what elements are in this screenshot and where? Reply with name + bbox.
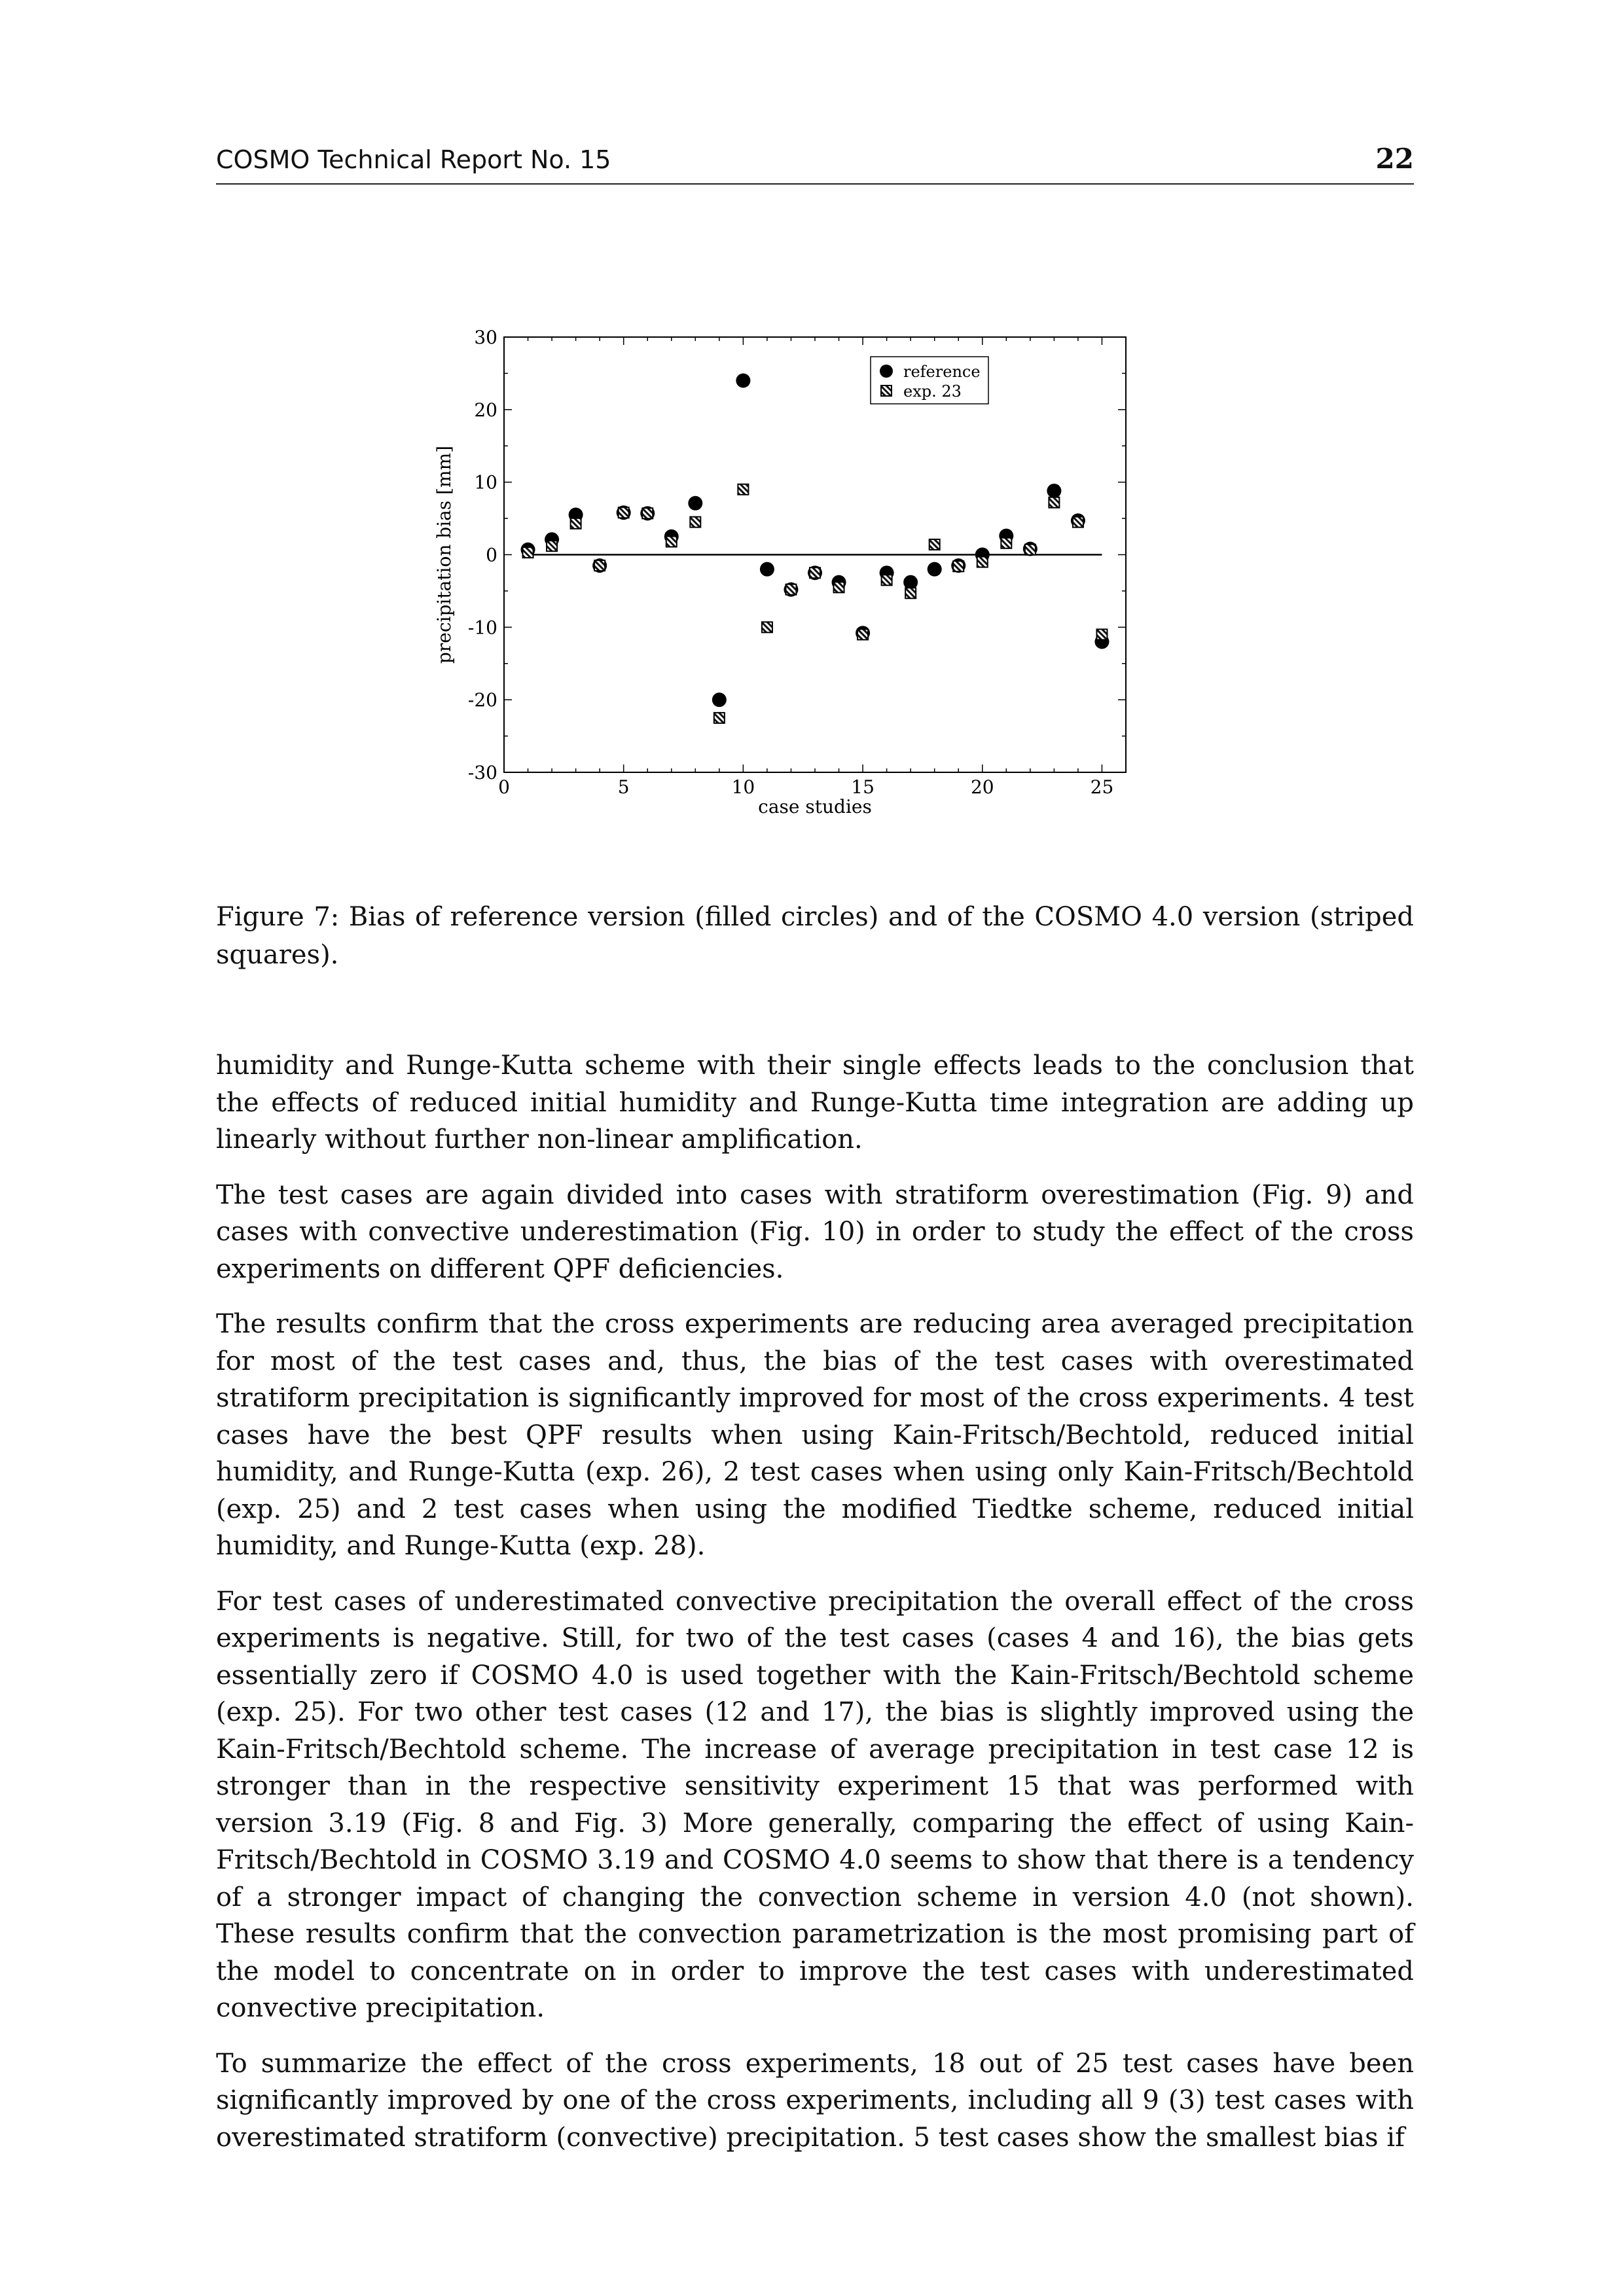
data-point-exp23: [619, 507, 629, 518]
legend-marker-exp23: [881, 386, 892, 396]
paragraph: To summarize the effect of the cross experiments, 18 out of 25 test cases have been significantly improved by one of the cross experiments, including all 9 (3) test cases with overestimated stratiform (convective) precipitation. 5 test cases show the smallest bias if: [216, 2048, 1414, 2153]
page-number: 22: [1375, 143, 1414, 175]
data-point-exp23: [666, 537, 677, 547]
data-point-exp23: [977, 557, 988, 567]
x-tick-label: 5: [617, 776, 630, 798]
data-point-reference: [928, 562, 942, 577]
x-tick-label: 25: [1090, 776, 1114, 798]
data-point-exp23: [690, 517, 700, 528]
data-point-exp23: [810, 567, 820, 578]
data-point-reference: [736, 374, 750, 388]
data-point-exp23: [1049, 497, 1059, 508]
data-point-reference: [760, 562, 774, 577]
y-tick-label: -30: [467, 762, 497, 783]
x-tick-label: 20: [970, 776, 994, 798]
figure-caption: Figure 7: Bias of reference version (filled circles) and of the COSMO 4.0 version (striped squares).: [216, 902, 1414, 970]
data-point-exp23: [594, 560, 605, 571]
x-axis-label: case studies: [758, 796, 872, 817]
data-point-reference: [712, 692, 727, 707]
data-point-exp23: [1001, 538, 1011, 548]
legend-label-reference: reference: [903, 363, 981, 381]
data-point-exp23: [523, 547, 533, 558]
y-tick-label: -10: [467, 617, 497, 639]
data-point-exp23: [642, 508, 653, 518]
data-point-exp23: [714, 713, 725, 723]
paragraph: The test cases are again divided into cases with stratiform overestimation (Fig. 9) and cases with convective underestimation (Fig. 10) in order to study the effect of the cross experiments on different QPF deficiencies.: [216, 1179, 1414, 1284]
y-tick-label: 0: [486, 544, 497, 566]
y-tick-label: 20: [474, 399, 497, 421]
bias-scatter-chart: [419, 314, 1165, 838]
data-point-exp23: [882, 575, 892, 585]
data-point-exp23: [762, 622, 772, 632]
x-tick-label: 0: [498, 776, 510, 798]
paragraph: The results confirm that the cross experiments are reducing area averaged precipitation for most of the test cases and, thus, the bias of the test cases with overestimated stratiform precipitation is significantly improved for most of the cross experiments. 4 test cases have the best QPF results when using Kain-Fritsch/Bechtold, reduced initial humidity, and Runge-Kutta (exp. 26), 2 test cases when using only Kain-Fritsch/Bechtold (exp. 25) and 2 test cases when using the modified Tiedtke scheme, reduced initial humidity, and Runge-Kutta (exp. 28).: [216, 1309, 1414, 1561]
x-tick-label: 15: [851, 776, 875, 798]
data-point-exp23: [929, 539, 940, 550]
data-point-exp23: [1025, 545, 1036, 555]
data-point-exp23: [834, 582, 844, 592]
y-tick-label: 30: [474, 327, 497, 348]
data-point-exp23: [571, 518, 581, 529]
data-point-exp23: [905, 588, 916, 598]
data-point-exp23: [547, 541, 557, 551]
y-tick-label: -20: [467, 689, 497, 711]
data-point-exp23: [1073, 517, 1083, 528]
data-point-exp23: [953, 561, 964, 571]
page-header: [216, 143, 1414, 185]
y-tick-label: 10: [474, 471, 497, 493]
x-tick-label: 10: [731, 776, 755, 798]
chart-canvas: [419, 314, 1165, 838]
body-text: [216, 1047, 1414, 2174]
paragraph: For test cases of underestimated convective precipitation the overall effect of the cross experiments is negative. Still, for two of the test cases (cases 4 and 16), the bias gets essentially zero if COSMO 4.0 is used together with the Kain-Fritsch/Bechtold scheme (exp. 25). For two other test cases (12 and 17), the bias is slightly improved using the Kain-Fritsch/Bechtold scheme. The increase of average precipitation in test case 12 is stronger than in the respective sensitivity experiment 15 that was performed with version 3.19 (Fig. 8 and Fig. 3) More generally, comparing the effect of using Kain-Fritsch/Bechtold in COSMO 3.19 and COSMO 4.0 seems to show that there is a tendency of a stronger impact of changing the convection scheme in version 4.0 (not shown). These results confirm that the convection parametrization is the most promising part of the model to concentrate on in order to improve the test cases with underestimated convective precipitation.: [216, 1586, 1414, 2023]
paragraph: humidity and Runge-Kutta scheme with their single effects leads to the conclusion that the effects of reduced initial humidity and Runge-Kutta time integration are adding up linearly without further non-linear amplification.: [216, 1050, 1414, 1155]
data-point-exp23: [1096, 629, 1107, 639]
report-title: COSMO Technical Report No. 15: [216, 145, 611, 174]
legend-marker-reference: [880, 365, 893, 378]
y-axis-label: precipitation bias [mm]: [433, 445, 455, 664]
data-point-exp23: [738, 484, 748, 495]
data-point-reference: [688, 496, 702, 511]
data-point-exp23: [785, 584, 796, 595]
data-point-reference: [1047, 484, 1061, 498]
data-point-exp23: [857, 629, 868, 639]
legend-label-exp23: exp. 23: [903, 382, 962, 401]
